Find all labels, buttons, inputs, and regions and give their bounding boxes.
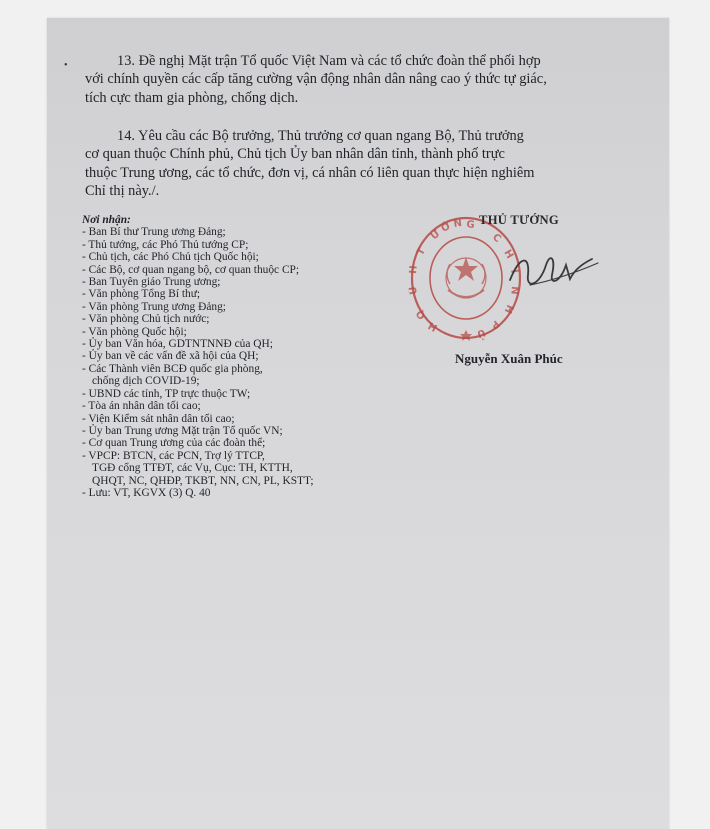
recipients-header: Nơi nhận: — [82, 214, 131, 226]
recipient-item: - Các Thành viên BCĐ quốc gia phòng, — [82, 362, 263, 375]
recipient-item: - Văn phòng Chủ tịch nước; — [82, 313, 210, 326]
recipient-item: - Ủy ban về các vấn đề xã hội của QH; — [82, 350, 259, 363]
recipient-item: - VPCP: BTCN, các PCN, Trợ lý TTCP, — [82, 449, 265, 462]
svg-text:N: N — [508, 285, 520, 296]
svg-text:Í: Í — [508, 268, 520, 275]
paragraph-14 — [85, 127, 625, 200]
svg-text:P: P — [488, 317, 502, 331]
recipient-item: - Tòa án nhân dân tối cao; — [82, 400, 201, 413]
svg-text:H: H — [408, 264, 420, 275]
recipient-item: - Chủ tịch, các Phó Chủ tịch Quốc hội; — [82, 251, 259, 264]
svg-text:Q: Q — [414, 307, 429, 322]
svg-text:Ư: Ư — [428, 228, 443, 243]
handwritten-signature — [500, 235, 600, 305]
recipient-item: - Các Bộ, cơ quan ngang bộ, cơ quan thuộc CP; — [82, 263, 300, 276]
recipient-item: - Lưu: VT, KGVX (3) Q. 40 — [82, 486, 211, 499]
recipient-item: - Ủy ban Văn hóa, GDTNTNNĐ của QH; — [82, 338, 273, 351]
paragraph-14-line: Chỉ thị này./. — [85, 182, 160, 199]
signatory-name: Nguyễn Xuân Phúc — [455, 351, 563, 366]
svg-text:N: N — [452, 217, 463, 230]
recipient-item: TGĐ cổng TTĐT, các Vụ, Cục: TH, KTTH, — [92, 462, 293, 475]
svg-text:T: T — [415, 246, 429, 258]
paragraph-14-line: thuộc Trung ương, các tổ chức, đơn vị, cá nhân có liên quan thực hiện nghiêm — [85, 164, 535, 181]
page-speck: • — [64, 60, 68, 71]
recipient-item: - Viện Kiểm sát nhân dân tối cao; — [82, 412, 235, 425]
recipient-item: chống dịch COVID-19; — [92, 375, 200, 388]
recipient-item: - Ban Bí thư Trung ương Đảng; — [82, 226, 226, 239]
svg-text:Ớ: Ớ — [439, 221, 453, 235]
svg-text:G: G — [465, 219, 476, 232]
svg-text:H: H — [426, 319, 440, 333]
paragraph-13 — [85, 52, 625, 107]
recipient-item: - Thủ tướng, các Phó Thủ tướng CP; — [82, 238, 249, 251]
svg-text:Ủ: Ủ — [408, 285, 420, 296]
signatory-title: THỦ TƯỚNG — [479, 213, 560, 227]
recipient-item: - Cơ quan Trung ương của các đoàn thể; — [82, 437, 266, 450]
paragraph-13-line: 13. Đề nghị Mặt trận Tổ quốc Việt Nam và các tổ chức đoàn thể phối hợp — [117, 53, 541, 69]
recipient-item: - Văn phòng Trung ương Đảng; — [82, 300, 226, 313]
svg-text:Ủ: Ủ — [475, 326, 487, 340]
svg-text:C: C — [490, 231, 503, 246]
paragraph-14-line: cơ quan thuộc Chính phủ, Chủ tịch Ủy ban nhân dân tỉnh, thành phố trực — [85, 146, 505, 163]
recipients-list — [82, 214, 382, 499]
paragraph-14-line: 14. Yêu cầu các Bộ trưởng, Thủ trưởng cơ quan ngang Bộ, Thủ trưởng — [117, 128, 524, 144]
recipient-item: - UBND các tỉnh, TP trực thuộc TW; — [82, 387, 251, 400]
recipient-item: - Ủy ban Trung ương Mặt trận Tổ quốc VN; — [82, 424, 283, 437]
paragraph-13-line: với chính quyền các cấp tăng cường vận động nhân dân nâng cao ý thức tự giác, — [85, 71, 547, 88]
svg-text:H: H — [501, 302, 516, 315]
recipient-item: QHQT, NC, QHĐP, TKBT, NN, CN, PL, KSTT; — [92, 474, 314, 487]
paragraph-13-line: tích cực tham gia phòng, chống dịch. — [85, 89, 299, 106]
recipient-item: - Văn phòng Quốc hội; — [82, 325, 187, 338]
svg-text:H: H — [501, 248, 516, 261]
recipient-item: - Văn phòng Tổng Bí thư; — [82, 288, 201, 301]
recipient-item: - Ban Tuyên giáo Trung ương; — [82, 276, 221, 289]
